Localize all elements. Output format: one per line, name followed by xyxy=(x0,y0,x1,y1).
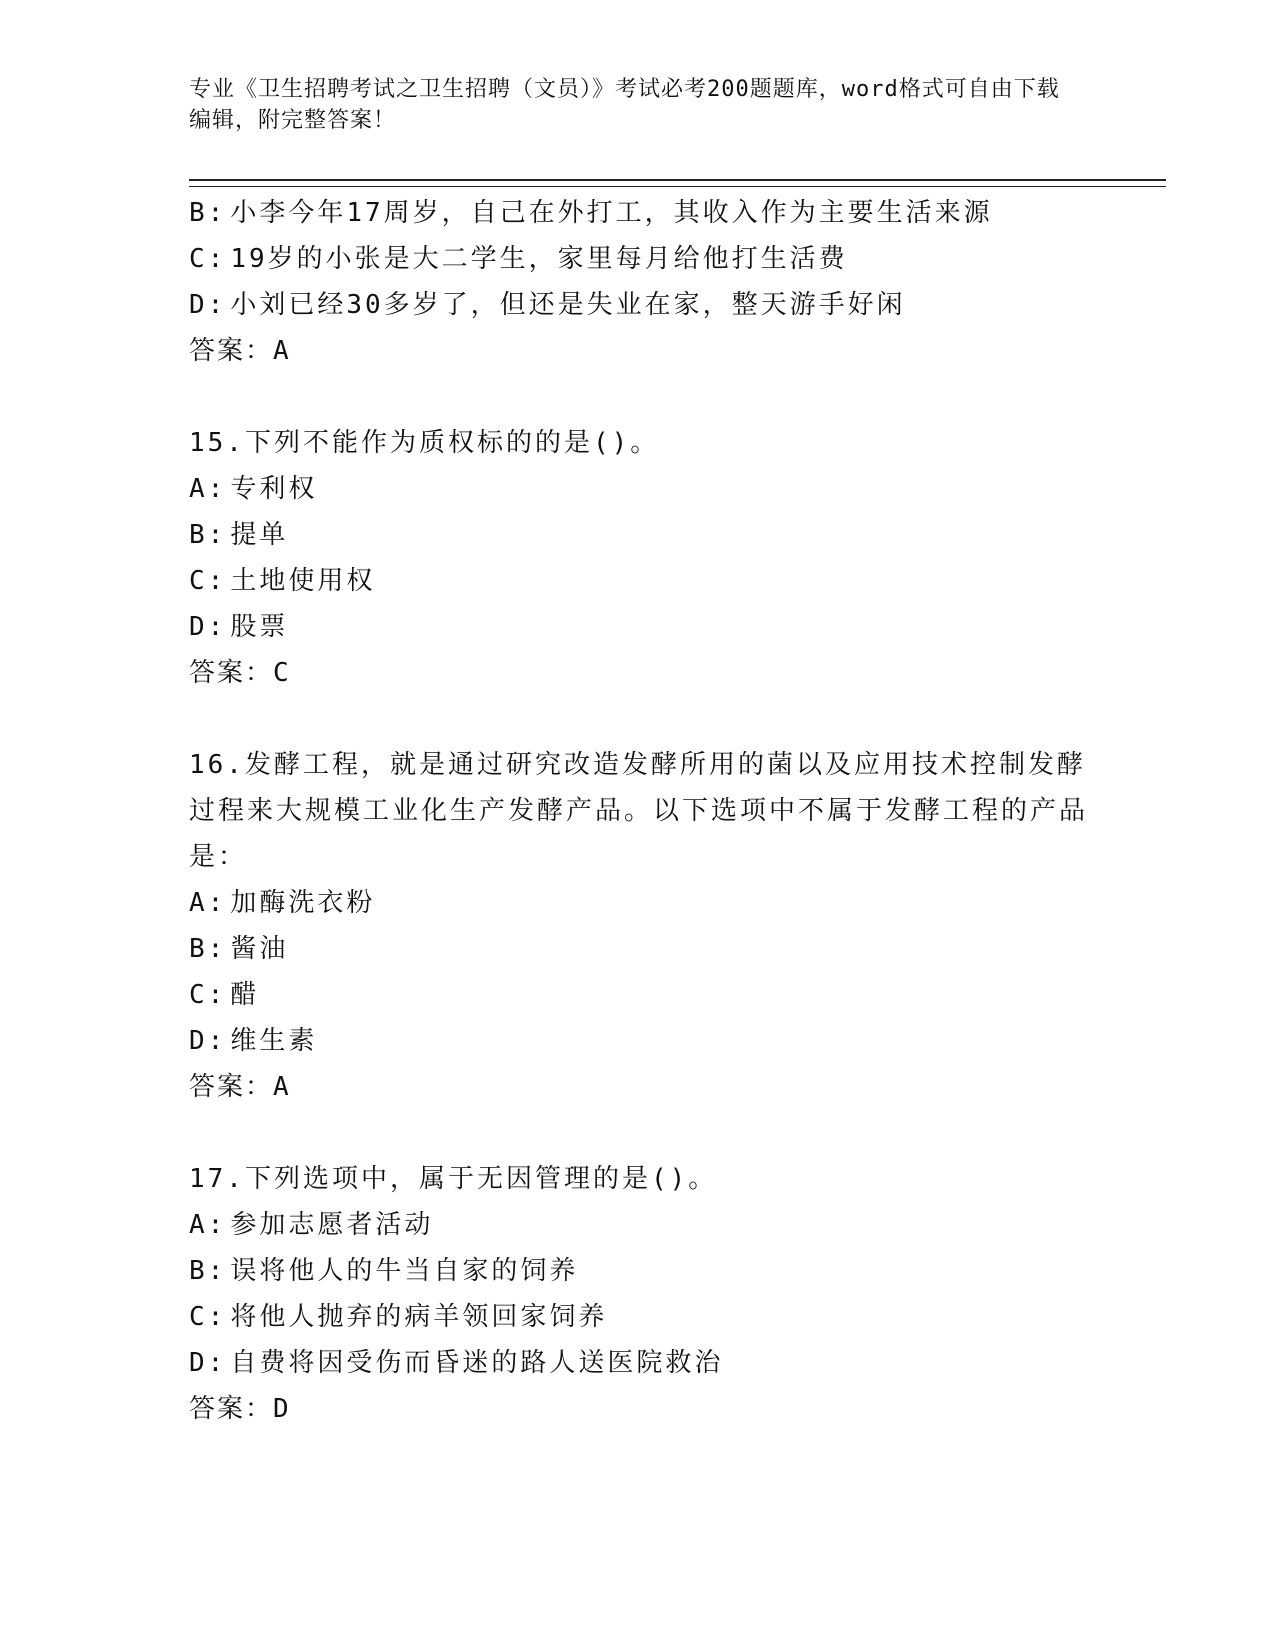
answer-line xyxy=(189,650,1089,696)
question-text: 16.发酵工程，就是通过研究改造发酵所用的菌以及应用技术控制发酵过程来大规模工业化生产发酵产品。以下选项中不属于发酵工程的产品是： xyxy=(189,750,1089,872)
option-text: 小刘已经30多岁了，但还是失业在家，整天游手好闲 xyxy=(230,290,906,320)
option-text: 误将他人的牛当自家的饲养 xyxy=(230,1256,579,1286)
option-text: 醋 xyxy=(230,980,260,1010)
option-line xyxy=(189,1340,1089,1386)
option-line xyxy=(189,236,1089,282)
option-text: 加酶洗衣粉 xyxy=(230,888,376,918)
option-letter: C: xyxy=(189,1302,227,1332)
answer-label: 答案： xyxy=(189,1072,274,1102)
option-text: 自费将因受伤而昏迷的路人送医院救治 xyxy=(230,1348,724,1378)
option-letter: D: xyxy=(189,612,227,642)
answer-value: C xyxy=(273,658,291,688)
header-divider xyxy=(189,179,1166,187)
spacer xyxy=(189,696,1089,742)
option-text: 股票 xyxy=(230,612,289,642)
option-letter: C: xyxy=(189,980,227,1010)
answer-value: D xyxy=(273,1394,291,1424)
option-letter: B: xyxy=(189,934,227,964)
option-line xyxy=(189,880,1089,926)
answer-label: 答案： xyxy=(189,1394,274,1424)
option-letter: A: xyxy=(189,888,227,918)
option-text: 19岁的小张是大二学生，家里每月给他打生活费 xyxy=(230,244,848,274)
option-text: 小李今年17周岁，自己在外打工，其收入作为主要生活来源 xyxy=(230,198,993,228)
question-text: 15.下列不能作为质权标的的是()。 xyxy=(189,428,660,458)
page-header: 专业《卫生招聘考试之卫生招聘（文员）》考试必考200题题库，word格式可自由下载编辑，附完整答案！ xyxy=(189,77,1060,133)
option-text: 酱油 xyxy=(230,934,289,964)
option-text: 土地使用权 xyxy=(230,566,376,596)
option-text: 专利权 xyxy=(230,474,318,504)
answer-line xyxy=(189,328,1089,374)
answer-label: 答案： xyxy=(189,658,274,688)
option-line xyxy=(189,512,1089,558)
option-line xyxy=(189,558,1089,604)
option-letter: C: xyxy=(189,244,227,274)
option-text: 维生素 xyxy=(230,1026,318,1056)
answer-label: 答案： xyxy=(189,336,274,366)
option-line xyxy=(189,282,1089,328)
option-letter: A: xyxy=(189,474,227,504)
option-line xyxy=(189,1248,1089,1294)
spacer xyxy=(189,374,1089,420)
option-line xyxy=(189,1294,1089,1340)
option-letter: D: xyxy=(189,1026,227,1056)
option-line xyxy=(189,466,1089,512)
option-letter: A: xyxy=(189,1210,227,1240)
question-content xyxy=(189,190,1089,1432)
answer-line xyxy=(189,1386,1089,1432)
option-text: 提单 xyxy=(230,520,289,550)
option-line xyxy=(189,1018,1089,1064)
question-text: 17.下列选项中，属于无因管理的是()。 xyxy=(189,1164,718,1194)
option-letter: B: xyxy=(189,198,227,228)
option-line xyxy=(189,604,1089,650)
option-letter: C: xyxy=(189,566,227,596)
answer-value: A xyxy=(273,1072,291,1102)
option-letter: D: xyxy=(189,290,227,320)
option-letter: D: xyxy=(189,1348,227,1378)
option-line xyxy=(189,1202,1089,1248)
option-text: 将他人抛弃的病羊领回家饲养 xyxy=(230,1302,608,1332)
option-letter: B: xyxy=(189,1256,227,1286)
answer-line xyxy=(189,1064,1089,1110)
option-line xyxy=(189,926,1089,972)
spacer xyxy=(189,1110,1089,1156)
option-letter: B: xyxy=(189,520,227,550)
option-text: 参加志愿者活动 xyxy=(230,1210,434,1240)
option-line xyxy=(189,972,1089,1018)
answer-value: A xyxy=(273,336,291,366)
option-line xyxy=(189,190,1089,236)
